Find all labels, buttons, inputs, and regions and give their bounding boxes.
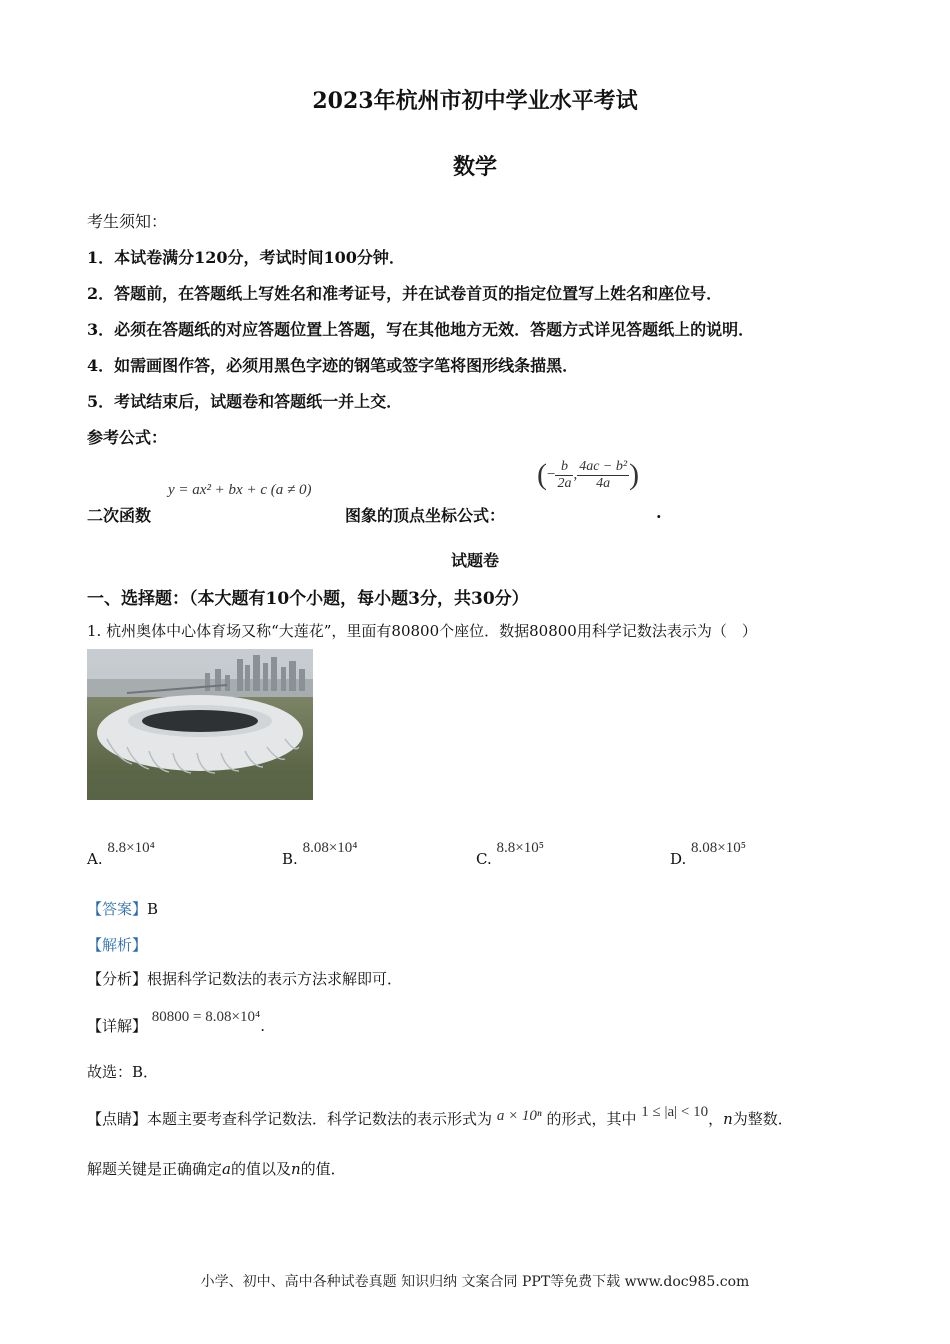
- comment-formula-2: 1 ≤ |a| < 10: [641, 1104, 709, 1120]
- fenxi-text: 根据科学记数法的表示方法求解即可．: [147, 970, 403, 988]
- option-c-value: 8.8×10⁵: [496, 840, 544, 856]
- choose-line: 故选：B．: [87, 1063, 159, 1081]
- notice-item: 3．必须在答题纸的对应答题位置上答题，写在其他地方无效．答题方式详见答题纸上的说明．: [87, 320, 755, 339]
- comment2-text-a: 解题关键是正确确定: [87, 1160, 223, 1178]
- comment-tag: 【点睛】: [87, 1110, 148, 1128]
- vertex-x-denominator: 2a: [557, 475, 572, 491]
- formula-prefix: 二次函数: [87, 506, 152, 525]
- vertex-formula: (− $\frac{b}{2a}$ , $\frac{\text{4ac − b²}}{4a}$ ): [537, 458, 640, 491]
- fenxi-line: [87, 968, 402, 989]
- paper-label: 试题卷: [450, 551, 499, 570]
- option-d-value: 8.08×10⁵: [691, 840, 746, 856]
- detail-line: [87, 1009, 265, 1036]
- vertex-y-numerator: 4ac − b²: [579, 458, 628, 474]
- comment-line: [87, 1104, 793, 1129]
- detail-tag: 【详解】: [87, 1017, 148, 1035]
- detail-formula: 80800 = 8.08×10⁴: [151, 1009, 261, 1025]
- formula-middle-text: 图象的顶点坐标公式：: [345, 506, 506, 525]
- comment2-text-b: 的值以及: [230, 1160, 291, 1178]
- comment2-text-c: 的值．: [300, 1160, 346, 1178]
- comment2-var-n: n: [290, 1160, 301, 1178]
- comment-line-2: [87, 1158, 346, 1179]
- comment-formula-1: a × 10ⁿ: [496, 1108, 542, 1124]
- notice-item: 2．答题前，在答题纸上写姓名和准考证号，并在试卷首页的指定位置写上姓名和座位号．: [87, 284, 723, 303]
- quadratic-function-formula: y = ax² + bx + c (a ≠ 0): [168, 482, 312, 498]
- option-c-label: C.: [476, 850, 492, 868]
- option-a-value: 8.8×10⁴: [107, 840, 155, 856]
- page-footer: 小学、初中、高中各种试卷真题 知识归纳 文案合同 PPT等免费下载 www.doc985.com: [200, 1274, 750, 1290]
- section-heading: 一、选择题：（本大题有10个小题，每小题3分，共30分）: [87, 589, 529, 609]
- comment-text-d: 为整数．: [732, 1110, 793, 1128]
- detail-end: .: [260, 1017, 265, 1035]
- option-c: [476, 840, 544, 869]
- option-d-label: D.: [670, 850, 687, 868]
- answer-tag: 【答案】: [87, 900, 148, 918]
- stadium-photo: [87, 649, 313, 800]
- comment-text-b: 的形式，其中: [546, 1110, 637, 1128]
- vertex-y-denominator: 4a: [596, 475, 611, 491]
- option-a-label: A.: [87, 850, 103, 868]
- comment2-var-a: a: [222, 1160, 231, 1178]
- answer-value: B: [147, 900, 159, 918]
- option-b-label: B.: [282, 850, 298, 868]
- option-a: [87, 840, 155, 869]
- notice-heading: 考生须知：: [87, 212, 168, 231]
- option-b: [282, 840, 358, 869]
- fenxi-tag: 【分析】: [87, 970, 148, 988]
- notice-item: 4．如需画图作答，必须用黑色字迹的钢笔或签字笔将图形线条描黑．: [87, 356, 579, 375]
- option-d: [670, 840, 746, 869]
- comment-var-n: n: [723, 1110, 733, 1128]
- comment-text-a: 本题主要考查科学记数法．科学记数法的表示形式为: [147, 1110, 493, 1128]
- answer-line: [87, 898, 158, 919]
- analysis-tag: 【解析】: [87, 936, 148, 954]
- notice-item: 1．本试卷满分120分，考试时间100分钟．: [87, 248, 405, 267]
- notice-item: 5．考试结束后，试题卷和答题纸一并上交．: [87, 392, 403, 411]
- exam-subject: 数学: [452, 154, 497, 180]
- option-b-value: 8.08×10⁴: [302, 840, 358, 856]
- formula-suffix: .: [656, 503, 662, 522]
- vertex-x-numerator: b: [555, 459, 573, 476]
- comment-text-c: ，: [708, 1110, 724, 1128]
- question-stem: 1. 杭州奥体中心体育场又称“大莲花”，里面有80800个座位．数据80800用科学记数法表示为（ ）: [87, 622, 757, 640]
- exam-title: 2023年杭州市初中学业水平考试: [312, 88, 638, 114]
- formula-heading: 参考公式：: [87, 428, 168, 447]
